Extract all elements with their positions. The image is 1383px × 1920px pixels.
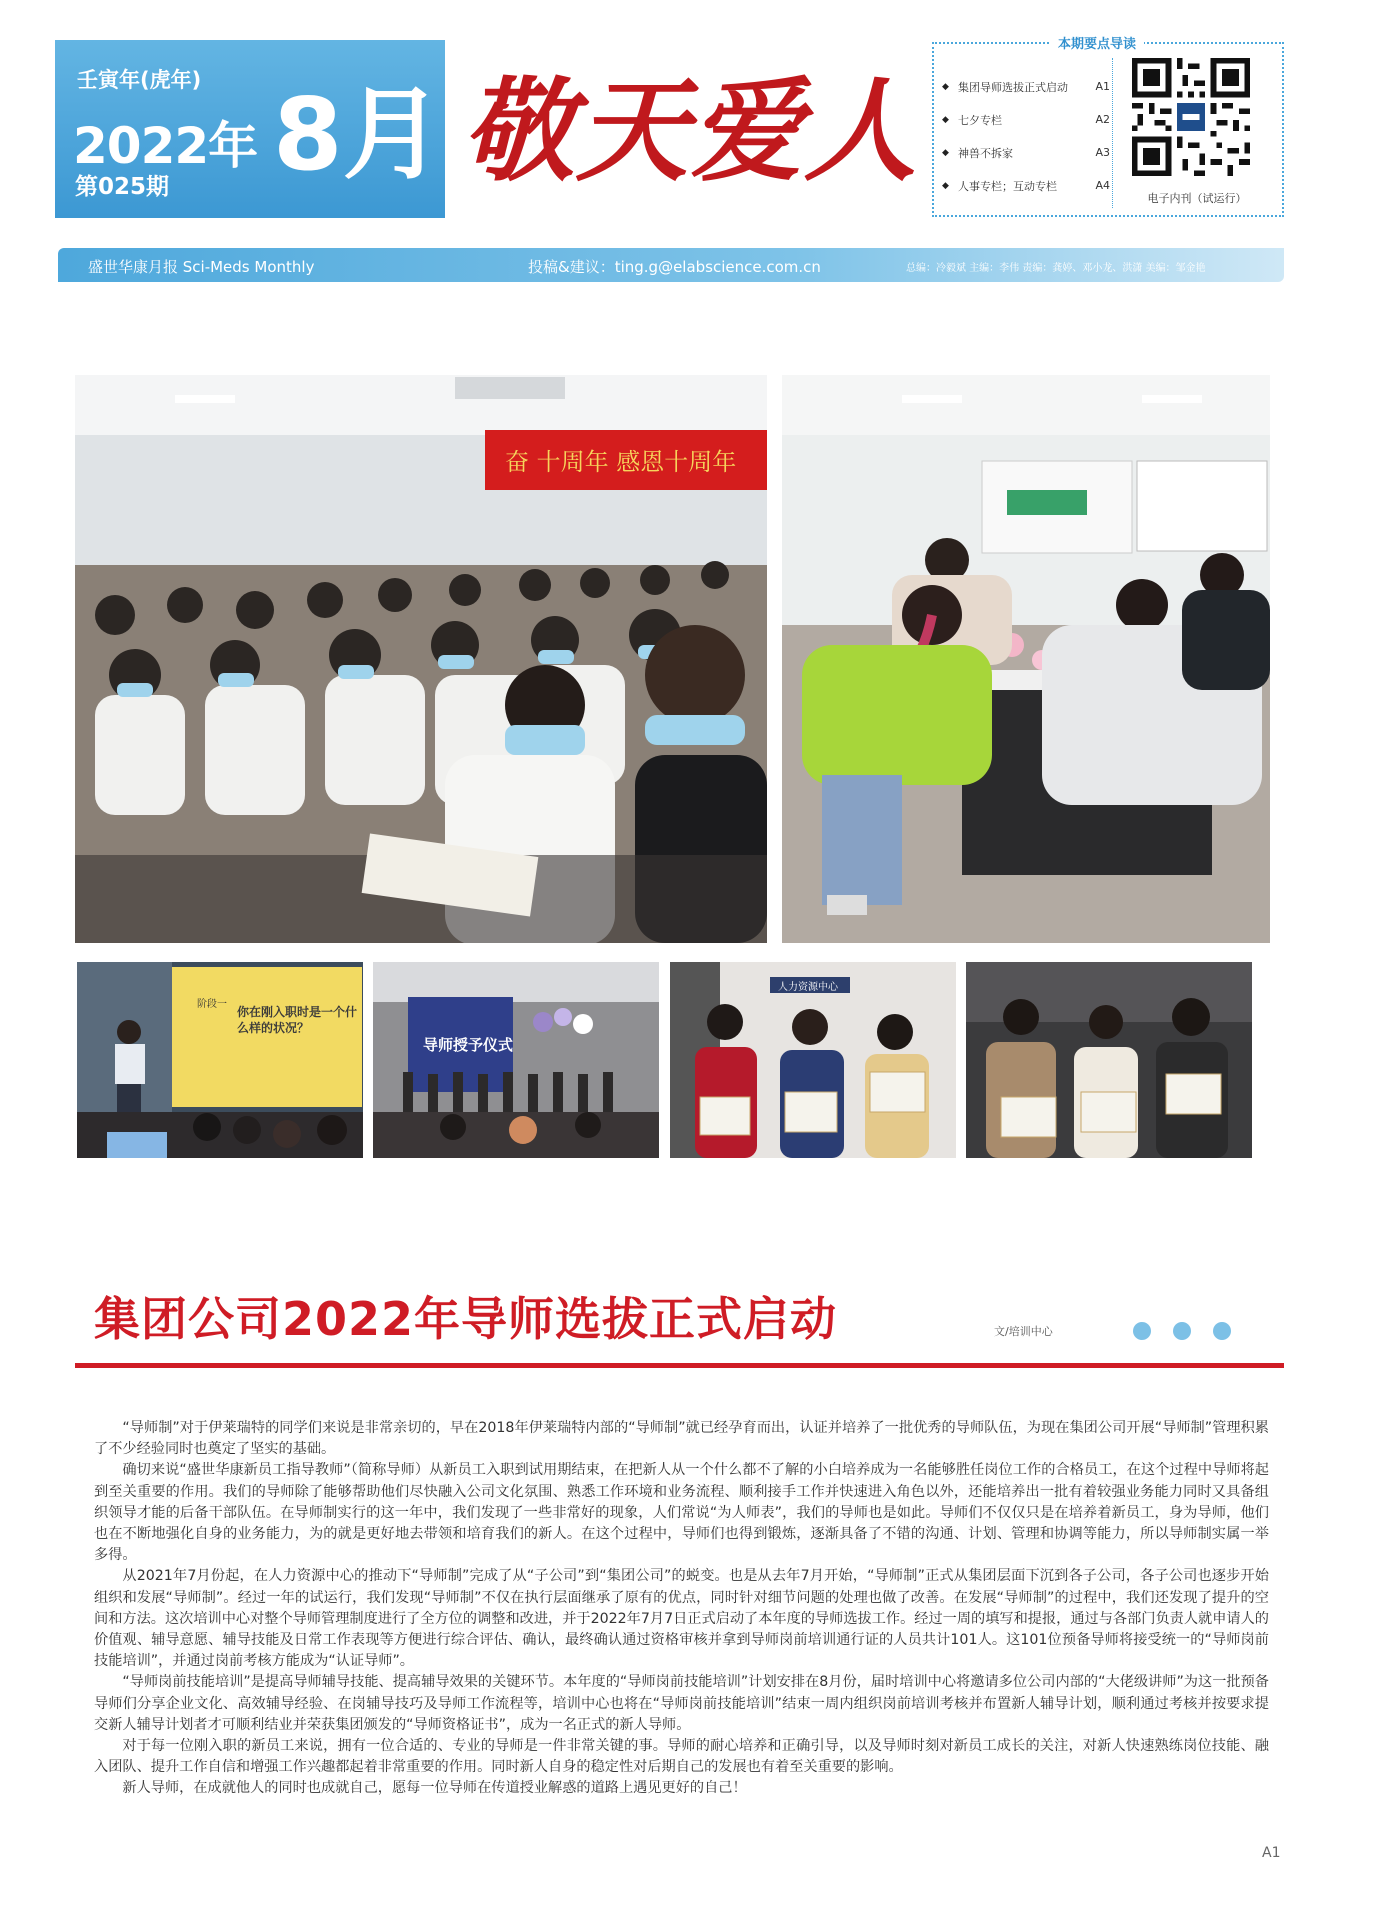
page-number: A1 [1262, 1845, 1281, 1861]
slide-question: 你在刚入职时是一个什么样的状况？ [237, 1005, 357, 1035]
diamond-bullet-icon: ◆ [942, 180, 949, 191]
guide-item-page: A3 [1095, 146, 1110, 159]
hr-door-sign: 人力资源中心 [778, 982, 838, 993]
guide-item-page: A4 [1095, 179, 1110, 192]
article-title: 集团公司2022年导师选拔正式启动 [94, 1292, 838, 1346]
photo-speaker-slide [77, 962, 363, 1158]
diamond-bullet-icon: ◆ [942, 81, 949, 92]
svg-text:阶段一: 阶段一 [197, 999, 227, 1010]
issue-date-block [55, 40, 445, 218]
lunar-year-label: 壬寅年(虎年) [77, 68, 202, 92]
diamond-bullet-icon: ◆ [942, 114, 949, 125]
article-paragraph: “导师岗前技能培训”是提高导师辅导技能、提高辅导效果的关键环节。本年度的“导师岗前技能培训”计划安排在8月份，届时培训中心将邀请多位公司内部的“大佬级讲师”为这一批预备导师们分享企业文化、高效辅导经验、在岗辅导技巧及导师工作流程等，培训中心也将在“导师岗前技能培训”结束一周内组织岗前培训考核并布置新人辅导计划，顺利通过考核并按要求提交新人辅导计划者才可顺利结业并荣获集团颁发的“导师资格证书”，成为一名正式的新人导师。 [94, 1674, 1269, 1733]
guide-item[interactable] [942, 103, 1110, 136]
article-paragraph: 新人导师，在成就他人的同时也成就自己，愿每一位导师在传道授业解惑的道路上遇见更好的自己！ [122, 1780, 747, 1797]
guide-item-label: 集团导师选拔正式启动 [958, 80, 1068, 94]
guide-item-page: A1 [1095, 80, 1110, 93]
issue-number: 第025期 [75, 174, 170, 200]
diamond-bullet-icon: ◆ [942, 147, 949, 158]
guide-title: 本期要点导读 [1050, 33, 1144, 52]
article-paragraph: 确切来说“盛世华康新员工指导教师”（简称导师）从新员工入职到试用期结束，在把新人从一个什么都不了解的小白培养成为一名能够胜任岗位工作的合格员工，在这个过程中导师将起到至关重要的作用。我们的导师除了能够帮助他们尽快融入公司文化氛围、熟悉工作环境和业务流程、顺利接手工作并快速进入角色以外，还能培养出一批有着较强业务能力同时又具备组织领导才能的后备干部队伍。在导师制实行的这一年中，我们发现了一些非常好的现象，人们常说“为人师表”，我们的导师也是如此。导师们不仅仅只是在培养着新员工，身为导师，他们也在不断地强化自身的业务能力，为的就是更好地去带领和培育我们的新人。在这个过程中，导师们也得到锻炼，逐渐具备了不错的沟通、计划、管理和协调等能力，所以导师制实属一举多得。 [94, 1462, 1269, 1564]
guide-item[interactable] [942, 169, 1110, 202]
photo-ceremony-stage [373, 962, 659, 1158]
guide-item-label: 七夕专栏 [958, 113, 1002, 127]
info-bar [58, 248, 1284, 282]
masthead-calligraphy-title: 敬天爱人 [462, 66, 918, 197]
guide-item[interactable] [942, 136, 1110, 169]
guide-item-label: 人事专栏；互动专栏 [958, 179, 1057, 193]
paper-name: 盛世华康月报 Sci-Meds Monthly [88, 258, 315, 276]
photo-training-audience [75, 375, 767, 943]
decorative-dots [1133, 1322, 1231, 1340]
guide-item-label: 神兽不拆家 [958, 146, 1013, 160]
photo-certificates-three-mentors [966, 962, 1252, 1158]
article-byline: 文/培训中心 [994, 1325, 1053, 1338]
month-label: 8月 [273, 76, 443, 193]
article-paragraph: “导师制”对于伊莱瑞特的同学们来说是非常亲切的，早在2018年伊莱瑞特内部的“导师制”就已经孕育而出，认证并培养了一批优秀的导师队伍，为现在集团公司开展“导师制”管理积累了不少经验同时也奠定了坚实的基础。 [94, 1420, 1269, 1458]
qr-code-icon[interactable] [1132, 58, 1250, 176]
contact-email[interactable]: 投稿&建议：ting.g@elabscience.com.cn [528, 258, 821, 276]
dot-icon [1133, 1322, 1151, 1340]
article-paragraph: 从2021年7月份起，在人力资源中心的推动下“导师制”完成了从“子公司”到“集团公司”的蜕变。也是从去年7月开始，“导师制”正式从集团层面下沉到各子公司，各子公司也逐步开始组织和发展“导师制”。经过一年的试运行，我们发现“导师制”不仅在执行层面继承了原有的优点，同时针对细节问题的处理也做了改善。在发展“导师制”的过程中，我们还发现了提升的空间和方法。这次培训中心对整个导师管理制度进行了全方位的调整和改进，并于2022年7月7日正式启动了本年度的导师选拔工作。经过一周的填写和提报，通过与各部门负责人就申请人的价值观、辅导意愿、辅导技能及日常工作表现等方便进行综合评估、确认，最终确认通过资格审核并拿到导师岗前培训通行证的人员共计101人。这101位预备导师将接受统一的“导师岗前技能培训”，并通过岗前考核方能成为“认证导师”。 [94, 1568, 1269, 1670]
issue-guide-box [932, 37, 1284, 217]
photo-signin-desk [782, 375, 1270, 943]
guide-divider [1112, 58, 1113, 208]
photo-certificates-three-women [670, 962, 956, 1158]
ceremony-slide-title: 导师授予仪式 [423, 1036, 514, 1054]
dot-icon [1173, 1322, 1191, 1340]
year-label: 2022年 [73, 117, 258, 175]
guide-item-page: A2 [1095, 113, 1110, 126]
article-paragraph: 对于每一位刚入职的新员工来说，拥有一位合适的、专业的导师是一件非常关键的事。导师的耐心培养和正确引导，以及导师时刻对新员工成长的关注，对新人快速熟练岗位技能、融入团队、提升工作自信和增强工作兴趣都起着非常重要的作用。同时新人自身的稳定性对后期自己的发展也有着至关重要的影响。 [94, 1738, 1269, 1776]
qr-caption: 电子内刊（试运行） [1147, 192, 1247, 205]
editorial-credits: 总编：冷毅斌 主编：李伟 责编：龚婷、邓小龙、洪潇 美编：邹金艳 [906, 263, 1206, 274]
banner-text: 奋 十周年 感恩十周年 [505, 448, 737, 476]
title-underline [75, 1363, 1284, 1368]
dot-icon [1213, 1322, 1231, 1340]
guide-item[interactable] [942, 70, 1110, 103]
guide-list [942, 70, 1110, 202]
article-body [94, 1418, 1269, 1800]
